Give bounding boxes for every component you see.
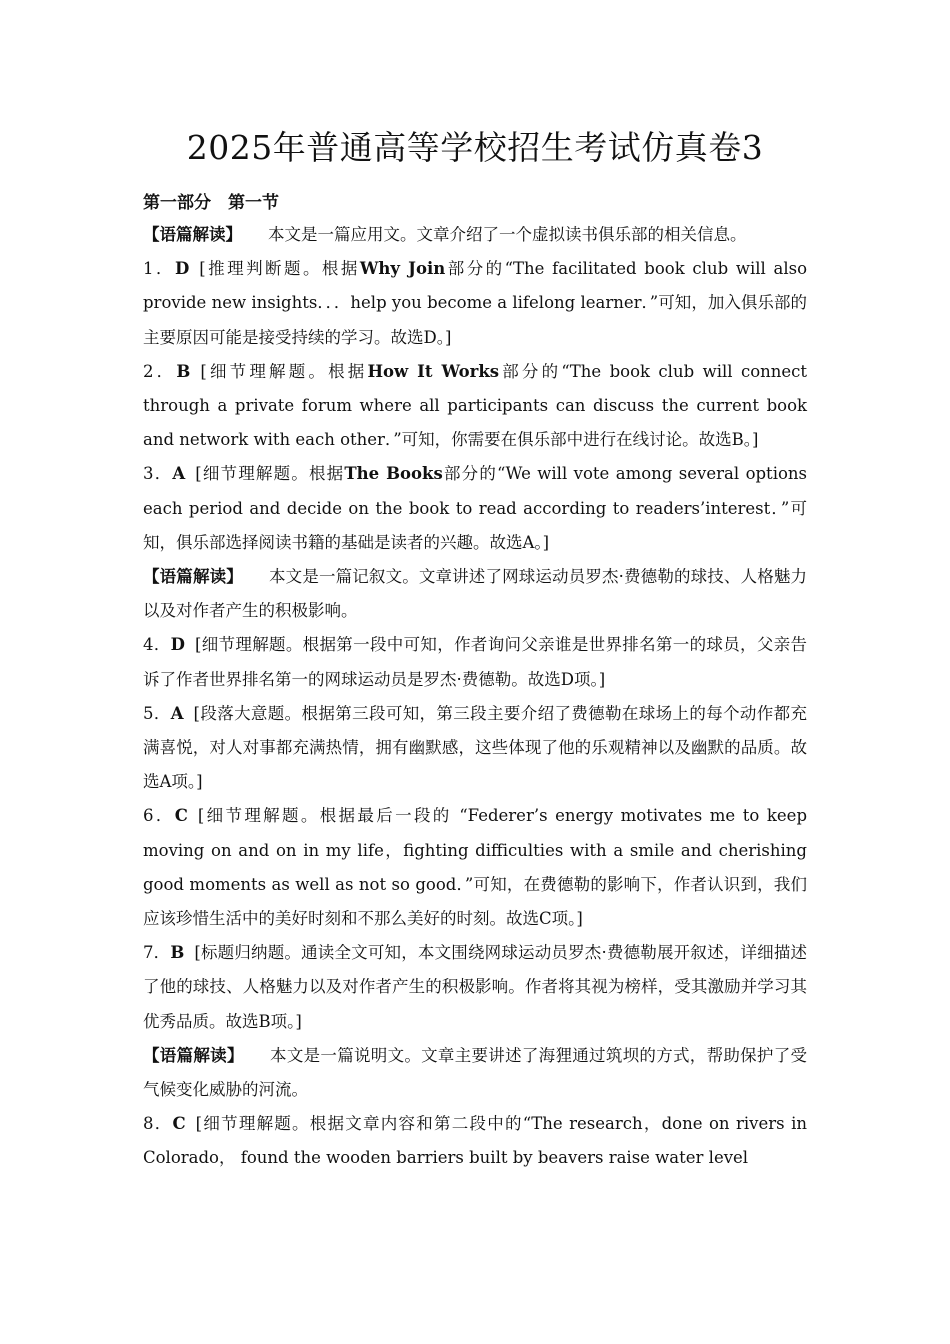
answer-item: 2．B [细节理解题。根据How It Works部分的“The book club will connect through a private forum where all participants can discuss the current book and network with each other．”可知，你需要在俱乐部中进行在线讨论。故选B。] (143, 361, 808, 450)
answer-letter: A (170, 703, 184, 723)
answer-item: 3．A [细节理解题。根据The Books部分的“We will vote among several options each period and decide on the book to read according to readers’interest．”可知，俱乐部选择阅读书籍的基础是读者的兴趣。故选A。] (143, 464, 807, 552)
answer-item: 6．C [细节理解题。根据最后一段的 “Federer’s energy motivates me to keep moving on and on in my life，fighting difficulties with a smile and cherishing good moments as well as not so good．”可知，在费德勒的影响下，作者认识到，我们应该珍惜生活中的美好时刻和不那么美好的时刻。故选C项。] (143, 806, 808, 929)
answer-item: 7．B [标题归纳题。通读全文可知，本文围绕网球运动员罗杰·费德勒展开叙述，详细描述了他的球技、人格魅力以及对作者产生的积极影响。作者将其视为榜样，受其激励并学习其优秀品质。故选B项。] (143, 943, 808, 1031)
section-heading: 第一部分 第一节 (143, 193, 279, 213)
passage-intro: 【语篇解读】 本文是一篇应用文。文章介绍了一个虚拟读书俱乐部的相关信息。 (143, 225, 747, 244)
answer-item: 1．D [推理判断题。根据Why Join部分的“The facilitated book club will also provide new insights．．．help you become a lifelong learner．”可知，加入俱乐部的主要原因可能是接受持续的学习。故选D。] (143, 259, 808, 347)
tag-label: 【语篇解读】 (143, 225, 242, 244)
passage-intro: 【语篇解读】 本文是一篇说明文。文章主要讲述了海狸通过筑坝的方式，帮助保护了受气候变化威胁的河流。 (143, 1045, 808, 1100)
answer-item: 8．C [细节理解题。根据文章内容和第二段中的“The research，done on rivers in Colorado， found the wooden barriers built by beavers raise water level (143, 1114, 808, 1168)
passage-intro: 【语篇解读】 本文是一篇记叙文。文章讲述了网球运动员罗杰·费德勒的球技、人格魅力以及对作者产生的积极影响。 (143, 567, 808, 621)
answer-item: 5．A [段落大意题。根据第三段可知，第三段主要介绍了费德勒在球场上的每个动作都充满喜悦，对人对事都充满热情，拥有幽默感，这些体现了他的乐观精神以及幽默的品质。故选A项。] (143, 703, 808, 792)
tag-label: 【语篇解读】 (143, 1045, 244, 1065)
answer-item: 4．D [细节理解题。根据第一段中可知，作者询问父亲谁是世界排名第一的球员，父亲告诉了作者世界排名第一的网球运动员是罗杰·费德勒。故选D项。] (143, 635, 808, 689)
answer-letter: C (174, 806, 188, 826)
answer-letter: B (170, 943, 185, 963)
tag-label: 【语篇解读】 (143, 567, 243, 587)
answer-letter: A (172, 464, 186, 484)
answer-content (143, 218, 807, 1176)
answer-letter: D (174, 259, 190, 279)
answer-letter: C (172, 1114, 186, 1134)
page-title: 2025年普通高等学校招生考试仿真卷3 (186, 128, 764, 167)
answer-letter: B (176, 361, 191, 381)
answer-letter: D (170, 635, 185, 655)
